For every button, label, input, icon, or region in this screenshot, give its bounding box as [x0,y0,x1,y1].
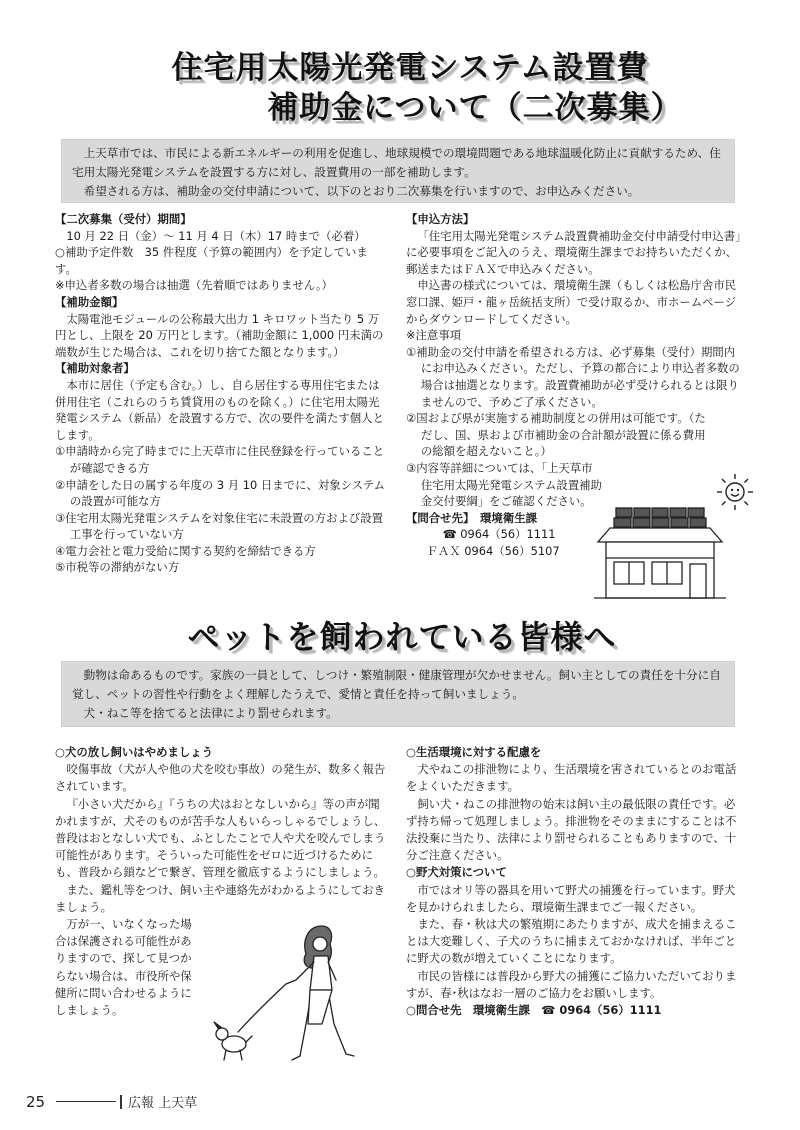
lead-paragraph: 動物は命あるものです。家族の一員として、しつけ・繁殖制限・健康管理が欠かせません。飼い主としての責任を十分に自覚し、ペットの習性や行動をよく理解したうえで、愛情と責任を持って飼いましょう。 [72,668,721,701]
article1-column-left [55,211,389,576]
lottery-note: ※申込者多数の場合は抽選（先着順ではありません。） [55,278,333,293]
notes-heading: ※注意事項 [406,328,462,343]
requirement-item: ②申請をした日の属する年度の 3 月 10 日までに、対象システムの設置が可能な方 [55,477,386,509]
lead-paragraph: 犬・ねこ等を捨てると法律により罰せられます。 [83,706,338,720]
article1-lead-box [62,140,734,202]
house-solar-illustration [594,498,726,602]
capture-text: 市ではオリ等の器具を用いて野犬の捕獲を行っています。野犬を見かけられましたら、環境衛生課までご一報ください。 [406,882,736,914]
article1-title-line2: 補助金について（二次募集） [267,90,683,126]
requirement-item: ①申請時から完了時までに上天草市に住民登録を行っていることが確認できる方 [55,444,385,475]
planned-count-text: ○補助予定件数 35 件程度（予算の範囲内）を予定しています。 [55,245,368,276]
section-heading-apply: 【申込方法】 [406,212,475,226]
breeding-text: また、春・秋は犬の繁殖期にあたりますが、成犬を捕まえることは大変難しく、子犬のうちに捕まえておかなければ、半年ごとに野犬の数が増えていくことになります。 [406,917,737,966]
page-number: 25 [26,1092,46,1111]
footer-rule [56,1101,116,1102]
tag-text: また、鑑札等をつけ、飼い主や連絡先がわかるようにしておきましょう。 [55,882,385,914]
contact-heading: 【問合せ先】 環境衛生課 [406,510,537,525]
contact-fax: ＦＡＸ 0964（56）5107 [426,543,560,558]
section-heading-amount: 【補助金額】 [55,294,124,309]
section-heading-environment: ○生活環境に対する配慮を [406,745,542,759]
section-heading-period: 【二次募集（受付）期間】 [55,212,192,226]
article2-lead-box [62,662,734,726]
dog-walker-illustration [210,920,380,1070]
small-dog-text: 『小さい犬だから』『うちの犬はおとなしいから』等の声が聞かれますが、犬そのものが苦手な人もいらっしゃるでしょうし、普段はおとなしい犬でも、ふとしたことで人や犬を咬んでしまう可能性があります。そういった可能性をゼロに近づけるためにも、普段から鎖などで繋ぎ、管理を徹底するようにしましょう。 [55,796,386,880]
note-item: ②国および県が実施する補助制度との併用は可能です。（ただし、国、県および市補助金の合計額が設置に係る費用の総額を超えないこと。） [406,411,706,459]
apply-text: 「住宅用太陽光発電システム設置費補助金交付申請受付申込書」に必要事項をご記入のうえ、環境衛生課までお持ちいただくか、郵送またはＦＡＸで申込みください。 [406,228,741,276]
cooperation-text: 市民の皆様には普段から野犬の捕獲にご協力いただいておりますが、春･秋はなお一層のご協力をお願いします。 [406,968,737,1000]
article1-title-line1: 住宅用太陽光発電システム設置費 [171,50,649,86]
section-heading-eligible: 【補助対象者】 [55,361,135,376]
waste-text: 飼い犬・ねこの排泄物の始末は飼い主の最低限の責任です。必ず持ち帰って処理しましょう。排泄物をそのままにすることは不法投棄に当たり、法律により罰せられることもありますので、十分ご注意ください。 [406,796,737,863]
section-heading-stray: ○野犬対策について [406,865,507,880]
article2-column-right [406,744,746,1019]
contact-line: ○問合せ先 環境衛生課 ☎ 0964（56）1111 [406,1003,662,1018]
article2-title: ペットを飼われている皆様へ [187,618,617,656]
bite-accident-text: 咬傷事故（犬が人や他の犬を咬む事故）の発生が、数多く報告されています。 [55,762,386,794]
note-item: ①補助金の交付申請を希望される方は、必ず募集（受付）期間内にお申込みください。ただし、予算の都合により申込者多数の場合は抽選となります。設置費補助が必ず受けられるとは限りませんので、予めご了承ください。 [406,344,740,409]
section-heading-leash: ○犬の放し飼いはやめましょう [55,745,214,759]
requirement-item: ③住宅用太陽光発電システムを対象住宅に未設置の方および設置工事を行っていない方 [55,510,384,542]
amount-text: 太陽電池モジュールの公称最大出力 1 キロワット当たり 5 万円とし、上限を 20 万円とします。（補助金額に 1,000 円未満の端数が生じた場合は、これを切り捨てた額となります。） [55,311,384,359]
magazine-name: 広報 上天草 [128,1096,198,1111]
note-item: ③内容等詳細については、「上天草市住宅用太陽光発電システム設置補助金交付要綱」をご確認ください。 [406,460,602,509]
requirement-item: ⑤市税等の滞納がない方 [55,560,180,575]
lost-dog-text: 万が一、いなくなった場合は保護される可能性がありますので、探して見つからない場合は、市役所や保健所に問い合わせるようにしましょう。 [55,917,192,1018]
contact-phone: ☎ 0964（56）1111 [442,527,556,542]
lead-paragraph: 希望される方は、補助金の交付申請について、以下のとおり二次募集を行いますので、お申込みください。 [83,184,640,198]
requirement-item: ④電力会社と電力受給に関する契約を締結できる方 [55,543,316,558]
period-text: 10 月 22 日（金）～ 11 月 4 日（木）17 時まで（必着） [66,228,366,243]
form-text: 申込書の様式については、環境衛生課（もしくは松島庁舎市民窓口課、姫戸・龍ヶ岳統括支所）で受け取るか、市ホームページからダウンロードしてください。 [406,278,737,326]
eligible-text: 本市に居住（予定も含む。）し、自ら居住する専用住宅または併用住宅（これらのうち賃貸用のものを除く。）に住宅用太陽光発電システム（新品）を設置する方で、次の要件を満たす個人とします。 [55,377,384,442]
complaint-text: 犬やねこの排泄物により、生活環境を害されているとのお電話をよくいただきます。 [406,762,737,794]
lead-paragraph: 上天草市では、市民による新エネルギーの利用を促進し、地球規模での環境問題である地球温暖化防止に貢献するため、住宅用太陽光発電システムを設置する方に対し、設置費用の一部を補助します。 [72,146,721,179]
page-footer [26,1092,197,1111]
footer-bar [120,1095,122,1109]
